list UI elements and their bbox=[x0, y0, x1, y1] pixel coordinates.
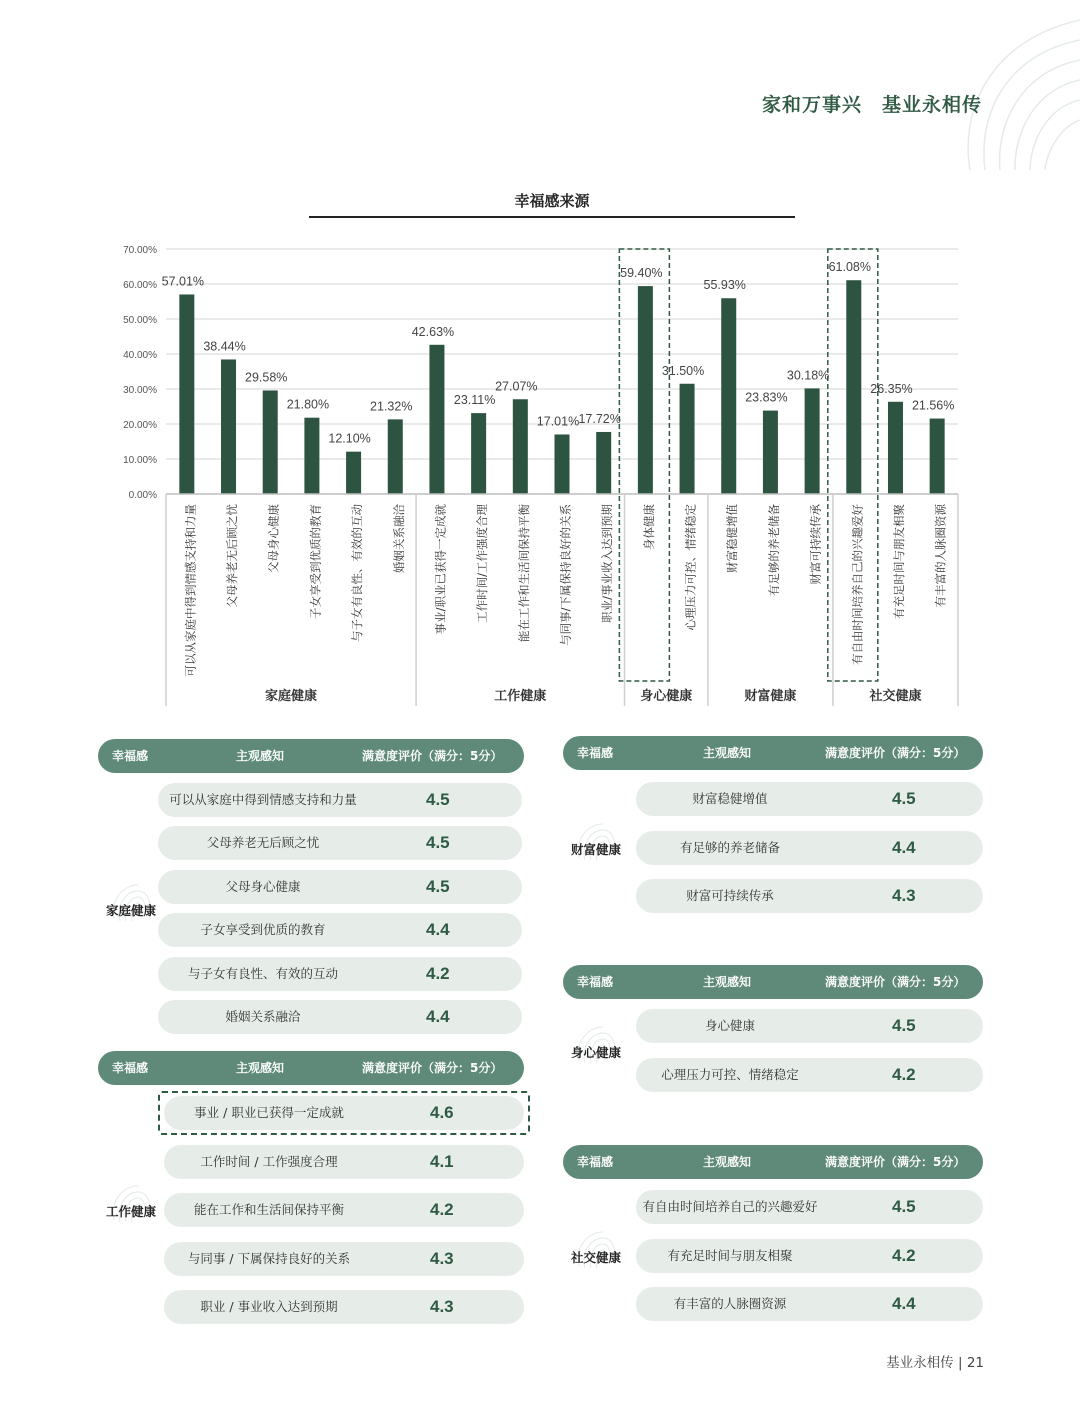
bar bbox=[763, 411, 778, 494]
satisfaction-table bbox=[563, 736, 983, 928]
y-tick-label: 70.00% bbox=[123, 245, 157, 256]
table-row bbox=[636, 782, 983, 816]
category-label: 与同事/下属保持良好的关系 bbox=[558, 504, 573, 646]
data-label: 17.01% bbox=[536, 414, 580, 429]
category-label: 与子女有良性、有效的互动 bbox=[350, 504, 365, 642]
category-label: 可以从家庭中得到情感支持和力量 bbox=[183, 504, 198, 677]
table-row bbox=[158, 826, 522, 860]
bar bbox=[888, 402, 903, 494]
row-score: 4.5 bbox=[426, 833, 450, 853]
header-col-category: 幸福感 bbox=[112, 749, 149, 763]
row-perception-label: 有丰富的人脉圈资源 bbox=[673, 1296, 787, 1311]
table-row bbox=[636, 1190, 983, 1224]
row-score: 4.3 bbox=[892, 886, 916, 905]
category-label: 职业/事业收入达到预期 bbox=[600, 504, 615, 623]
footer-text: 基业永相传 bbox=[886, 1355, 954, 1371]
row-score: 4.3 bbox=[430, 1248, 454, 1268]
table-category-label: 家庭健康 bbox=[106, 902, 157, 918]
data-label: 21.32% bbox=[370, 399, 413, 414]
page-header-title: 家和万事兴 基业永相传 bbox=[761, 94, 982, 116]
row-score: 4.5 bbox=[892, 789, 916, 808]
row-perception-label: 婚姻关系融洽 bbox=[225, 1009, 301, 1024]
table-row bbox=[158, 870, 522, 904]
category-label: 父母养老无后顾之忧 bbox=[225, 504, 240, 608]
bar bbox=[805, 388, 820, 494]
row-perception-label: 有充足时间与朋友相聚 bbox=[667, 1247, 793, 1263]
table-row bbox=[158, 783, 522, 817]
table-header bbox=[98, 1051, 524, 1085]
table-category-label: 工作健康 bbox=[106, 1204, 157, 1219]
satisfaction-table bbox=[563, 1145, 983, 1336]
table-row bbox=[636, 1239, 983, 1273]
bar bbox=[304, 418, 319, 494]
table-row bbox=[158, 957, 522, 991]
group-label: 家庭健康 bbox=[265, 689, 318, 704]
header-col-score: 满意度评价（满分：5分） bbox=[362, 749, 503, 763]
bar bbox=[680, 384, 695, 494]
category-label: 父母身心健康 bbox=[266, 504, 281, 573]
y-tick-label: 30.00% bbox=[123, 385, 157, 396]
bar bbox=[179, 294, 194, 494]
data-label: 27.07% bbox=[495, 379, 538, 394]
satisfaction-table bbox=[563, 965, 983, 1107]
table-row bbox=[164, 1193, 524, 1227]
table-row bbox=[636, 1287, 983, 1321]
row-score: 4.2 bbox=[892, 1065, 916, 1084]
row-perception-label: 身心健康 bbox=[704, 1018, 755, 1033]
header-col-category: 幸福感 bbox=[577, 1155, 614, 1169]
row-score: 4.4 bbox=[426, 1007, 450, 1026]
header-col-perception: 主观感知 bbox=[236, 749, 285, 763]
table-header bbox=[563, 1145, 983, 1179]
category-label: 婚姻关系融洽 bbox=[391, 504, 406, 573]
highlight-box bbox=[158, 1091, 530, 1135]
row-score: 4.5 bbox=[892, 1016, 916, 1035]
category-label: 有丰富的人脉圈资源 bbox=[933, 504, 948, 608]
row-perception-label: 事业 / 职业已获得一定成就 bbox=[194, 1105, 344, 1120]
y-tick-label: 0.00% bbox=[128, 490, 157, 501]
bar bbox=[221, 359, 236, 494]
data-label: 21.56% bbox=[911, 398, 955, 413]
row-perception-label: 父母身心健康 bbox=[225, 878, 301, 894]
header-col-score: 满意度评价（满分：5分） bbox=[825, 1155, 966, 1169]
y-tick-label: 50.00% bbox=[123, 315, 157, 326]
table-header bbox=[563, 965, 983, 999]
header-col-perception: 主观感知 bbox=[703, 975, 752, 989]
y-tick-label: 20.00% bbox=[123, 420, 157, 431]
table-row bbox=[636, 879, 983, 913]
row-perception-label: 可以从家庭中得到情感支持和力量 bbox=[169, 792, 357, 807]
row-score: 4.5 bbox=[426, 790, 450, 809]
data-label: 17.72% bbox=[578, 411, 621, 426]
y-tick-label: 60.00% bbox=[123, 280, 157, 291]
category-label: 有自由时间培养自己的兴趣爱好 bbox=[850, 504, 865, 665]
table-category-label: 身心健康 bbox=[571, 1044, 622, 1060]
row-score: 4.6 bbox=[430, 1103, 454, 1122]
category-label: 有充足时间与朋友相聚 bbox=[891, 504, 906, 619]
row-score: 4.5 bbox=[892, 1197, 916, 1216]
bar bbox=[721, 298, 736, 494]
satisfaction-table bbox=[98, 739, 524, 1043]
data-label: 42.63% bbox=[411, 324, 455, 339]
bar bbox=[555, 434, 570, 494]
table-header bbox=[563, 736, 983, 770]
data-label: 21.80% bbox=[286, 397, 330, 412]
footer-separator: | bbox=[957, 1355, 967, 1371]
row-score: 4.2 bbox=[426, 963, 450, 983]
row-perception-label: 工作时间 / 工作强度合理 bbox=[200, 1153, 338, 1169]
row-perception-label: 与同事 / 下属保持良好的关系 bbox=[187, 1250, 351, 1266]
data-label: 12.10% bbox=[328, 431, 371, 446]
data-label: 29.58% bbox=[245, 370, 288, 385]
bar bbox=[429, 345, 444, 494]
table-category-label: 社交健康 bbox=[571, 1249, 622, 1265]
data-label: 23.11% bbox=[453, 393, 496, 408]
data-label: 55.93% bbox=[703, 278, 746, 293]
row-score: 4.1 bbox=[430, 1151, 454, 1171]
row-score: 4.2 bbox=[892, 1245, 916, 1265]
row-score: 4.4 bbox=[892, 837, 916, 857]
category-label: 心理压力可控、情绪稳定 bbox=[683, 504, 698, 631]
group-label: 财富健康 bbox=[744, 689, 797, 704]
data-label: 61.08% bbox=[828, 260, 871, 275]
row-perception-label: 财富稳健增值 bbox=[692, 791, 768, 806]
bar bbox=[930, 419, 945, 494]
y-tick-label: 40.00% bbox=[123, 350, 157, 361]
bar bbox=[638, 286, 653, 494]
data-label: 59.40% bbox=[620, 266, 663, 281]
data-label: 23.83% bbox=[745, 390, 788, 405]
header-col-perception: 主观感知 bbox=[236, 1061, 285, 1075]
data-label: 30.18% bbox=[786, 368, 830, 383]
table-row bbox=[164, 1242, 524, 1276]
group-label: 身心健康 bbox=[640, 689, 693, 704]
category-label: 工作时间/工作强度合理 bbox=[475, 504, 490, 623]
table-header bbox=[98, 739, 524, 773]
row-perception-label: 与子女有良性、有效的互动 bbox=[187, 965, 338, 981]
row-perception-label: 父母养老无后顾之忧 bbox=[206, 835, 320, 851]
row-score: 4.4 bbox=[426, 920, 450, 940]
header-col-category: 幸福感 bbox=[577, 975, 614, 989]
table-row bbox=[164, 1290, 524, 1324]
bar bbox=[263, 390, 278, 494]
table-row bbox=[636, 1009, 983, 1043]
table-row bbox=[636, 831, 983, 865]
header-col-category: 幸福感 bbox=[577, 746, 614, 760]
row-perception-label: 有足够的养老储备 bbox=[679, 839, 780, 855]
bar bbox=[388, 419, 403, 494]
y-tick-label: 10.00% bbox=[123, 455, 157, 466]
category-label: 事业/职业已获得一定成就 bbox=[433, 504, 448, 635]
row-perception-label: 财富可持续传承 bbox=[686, 888, 774, 903]
row-score: 4.5 bbox=[426, 876, 450, 896]
chart-title: 幸福感来源 bbox=[514, 192, 590, 210]
group-label: 工作健康 bbox=[494, 689, 547, 704]
header-col-category: 幸福感 bbox=[112, 1061, 149, 1075]
header-col-score: 满意度评价（满分：5分） bbox=[825, 746, 966, 760]
bar bbox=[596, 432, 611, 494]
category-label: 身体健康 bbox=[641, 504, 656, 550]
row-score: 4.4 bbox=[892, 1294, 916, 1313]
data-label: 26.35% bbox=[870, 381, 913, 396]
row-perception-label: 能在工作和生活间保持平衡 bbox=[193, 1202, 344, 1217]
row-perception-label: 子女享受到优质的教育 bbox=[200, 922, 326, 938]
table-row bbox=[158, 913, 522, 947]
group-label: 社交健康 bbox=[869, 689, 922, 704]
bar bbox=[346, 452, 361, 494]
row-score: 4.2 bbox=[430, 1200, 454, 1219]
table-row bbox=[158, 1000, 522, 1034]
bar bbox=[471, 413, 486, 494]
data-label: 38.44% bbox=[203, 339, 246, 354]
data-label: 31.50% bbox=[661, 363, 705, 378]
category-label: 能在工作和生活间保持平衡 bbox=[516, 504, 531, 642]
category-label: 财富可持续传承 bbox=[808, 504, 823, 585]
row-perception-label: 有自由时间培养自己的兴趣爱好 bbox=[642, 1199, 818, 1214]
category-label: 有足够的养老储备 bbox=[766, 504, 781, 596]
chart-title-underline bbox=[309, 216, 795, 218]
fingerprint-decoration-icon bbox=[930, 0, 1080, 170]
table-row bbox=[636, 1058, 983, 1092]
table-row bbox=[164, 1145, 524, 1179]
category-label: 财富稳健增值 bbox=[725, 504, 740, 573]
row-perception-label: 职业 / 事业收入达到预期 bbox=[200, 1299, 338, 1314]
bar bbox=[846, 280, 861, 494]
row-perception-label: 心理压力可控、情绪稳定 bbox=[661, 1067, 799, 1082]
header-col-score: 满意度评价（满分：5分） bbox=[825, 975, 966, 989]
category-label: 子女享受到优质的教育 bbox=[308, 504, 323, 619]
header-col-score: 满意度评价（满分：5分） bbox=[362, 1061, 503, 1075]
header-col-perception: 主观感知 bbox=[703, 746, 752, 760]
data-label: 57.01% bbox=[161, 274, 205, 289]
page-number: 21 bbox=[966, 1355, 984, 1371]
page-footer bbox=[886, 1351, 984, 1371]
row-score: 4.3 bbox=[430, 1297, 454, 1316]
table-category-label: 财富健康 bbox=[571, 841, 622, 857]
bar bbox=[513, 399, 528, 494]
header-col-perception: 主观感知 bbox=[703, 1155, 752, 1169]
happiness-source-chart bbox=[0, 230, 1080, 720]
